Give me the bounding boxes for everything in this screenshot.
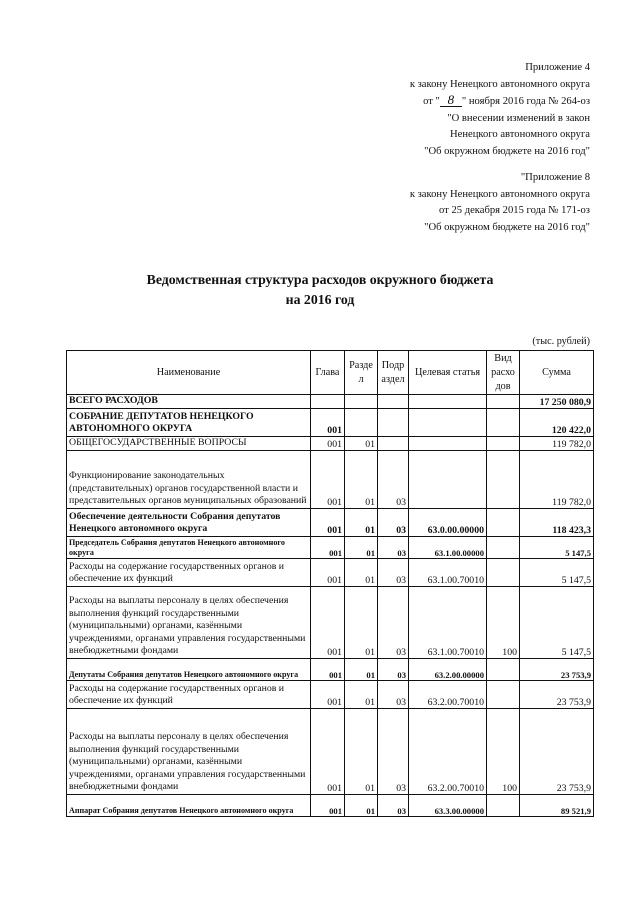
header-sum: Сумма (520, 351, 594, 395)
cell-sum: 23 753,9 (520, 659, 594, 681)
table-row (67, 795, 594, 817)
header-target: Целевая статья (409, 351, 487, 395)
cell-subsection (378, 409, 409, 437)
cell-target: 63.1.00.00000 (409, 537, 487, 559)
cell-target (409, 409, 487, 437)
appendix-4-line6: "Об окружном бюджете на 2016 год" (424, 145, 590, 157)
cell-subsection: 03 (378, 659, 409, 681)
cell-name: СОБРАНИЕ ДЕПУТАТОВ НЕНЕЦКОГО АВТОНОМНОГО ОКРУГА (67, 409, 311, 437)
header-name: Наименование (67, 351, 311, 395)
table-row (67, 709, 594, 795)
cell-sum: 120 422,0 (520, 409, 594, 437)
cell-target: 63.2.00.70010 (409, 709, 487, 795)
cell-chapter: 001 (311, 537, 345, 559)
cell-subsection: 03 (378, 509, 409, 537)
cell-subsection: 03 (378, 587, 409, 659)
cell-name: Расходы на выплаты персоналу в целях обеспечения выполнения функций государственными (муниципальными) органами, казёнными учреждениями, органами управления государственными внебюджетными фондами (67, 709, 311, 795)
appendix-4-line1: Приложение 4 (525, 62, 590, 73)
cell-exp-type: 100 (487, 709, 520, 795)
cell-target: 63.1.00.70010 (409, 587, 487, 659)
cell-sum: 5 147,5 (520, 587, 594, 659)
cell-sum: 5 147,5 (520, 559, 594, 587)
cell-name: Функционирование законодательных (представительных) органов государственной власти и представительных органов муниципальных образований (67, 451, 311, 509)
cell-section: 01 (345, 795, 378, 817)
appendix-4-line2: к закону Ненецкого автономного округа (409, 78, 590, 90)
cell-subsection: 03 (378, 537, 409, 559)
table-row (67, 437, 594, 451)
cell-chapter: 001 (311, 587, 345, 659)
cell-exp-type (487, 395, 520, 409)
title-line2: на 2016 год (285, 292, 355, 307)
cell-section: 01 (345, 681, 378, 709)
cell-target: 63.2.00.70010 (409, 681, 487, 709)
cell-sum: 23 753,9 (520, 681, 594, 709)
table-row (67, 451, 594, 509)
cell-sum: 119 782,0 (520, 451, 594, 509)
title-line1: Ведомственная структура расходов окружного бюджета (146, 272, 494, 287)
cell-exp-type (487, 537, 520, 559)
cell-name: Председатель Собрания депутатов Ненецкого автономного округа (67, 537, 311, 559)
cell-name: Расходы на содержание государственных органов и обеспечение их функций (67, 681, 311, 709)
cell-name: ОБЩЕГОСУДАРСТВЕННЫЕ ВОПРОСЫ (67, 437, 311, 451)
table-row (67, 659, 594, 681)
header-subsection: Подр аздел (378, 351, 409, 395)
cell-section: 01 (345, 509, 378, 537)
table-row (67, 409, 594, 437)
appendix-4-date-line (410, 93, 590, 111)
cell-target: 63.0.00.00000 (409, 509, 487, 537)
cell-section: 01 (345, 451, 378, 509)
appendix-4-line4: "О внесении изменений в закон (447, 112, 590, 124)
cell-exp-type (487, 659, 520, 681)
cell-subsection (378, 437, 409, 451)
header-section: Разде л (345, 351, 378, 395)
cell-target (409, 395, 487, 409)
cell-chapter (311, 395, 345, 409)
cell-chapter: 001 (311, 451, 345, 509)
table-row (67, 509, 594, 537)
cell-section: 01 (345, 559, 378, 587)
date-suffix: " ноября 2016 года № 264-оз (461, 96, 590, 108)
cell-name: ВСЕГО РАСХОДОВ (67, 395, 311, 409)
appendix-4-header (410, 60, 590, 161)
appendix-8-line2: к закону Ненецкого автономного округа (409, 188, 590, 200)
cell-subsection: 03 (378, 559, 409, 587)
cell-name: Обеспечение деятельности Собрания депутатов Ненецкого автономного округа (67, 509, 311, 537)
appendix-8-line1: "Приложение 8 (520, 172, 590, 183)
cell-sum: 119 782,0 (520, 437, 594, 451)
cell-section (345, 409, 378, 437)
cell-section (345, 395, 378, 409)
cell-subsection: 03 (378, 681, 409, 709)
cell-exp-type (487, 681, 520, 709)
cell-exp-type (487, 509, 520, 537)
cell-sum: 17 250 080,9 (520, 395, 594, 409)
cell-section: 01 (345, 709, 378, 795)
appendix-8-header (410, 170, 590, 236)
cell-chapter: 001 (311, 659, 345, 681)
cell-name: Расходы на выплаты персоналу в целях обеспечения выполнения функций государственными (муниципальными) органами, казёнными учреждениями, органами управления государственными внебюджетными фондами (67, 587, 311, 659)
cell-chapter: 001 (311, 709, 345, 795)
table-header-row (67, 351, 594, 395)
cell-exp-type (487, 559, 520, 587)
table-row (67, 681, 594, 709)
cell-subsection: 03 (378, 709, 409, 795)
table-row (67, 559, 594, 587)
cell-chapter: 001 (311, 437, 345, 451)
cell-exp-type (487, 409, 520, 437)
cell-section: 01 (345, 659, 378, 681)
cell-subsection: 03 (378, 795, 409, 817)
table-row (67, 587, 594, 659)
appendix-4-line5: Ненецкого автономного округа (450, 129, 590, 141)
cell-sum: 5 147,5 (520, 537, 594, 559)
cell-name: Расходы на содержание государственных органов и обеспечение их функций (67, 559, 311, 587)
cell-target (409, 451, 487, 509)
cell-chapter: 001 (311, 509, 345, 537)
cell-sum: 118 423,3 (520, 509, 594, 537)
cell-target: 63.2.00.00000 (409, 659, 487, 681)
cell-target: 63.3.00.00000 (409, 795, 487, 817)
cell-target (409, 437, 487, 451)
cell-subsection: 03 (378, 451, 409, 509)
cell-sum: 89 521,9 (520, 795, 594, 817)
cell-target: 63.1.00.70010 (409, 559, 487, 587)
cell-section: 01 (345, 587, 378, 659)
cell-name: Аппарат Собрания депутатов Ненецкого автономного округа (67, 795, 311, 817)
handwritten-day: 8 (440, 93, 462, 107)
table-row (67, 395, 594, 409)
cell-chapter: 001 (311, 795, 345, 817)
cell-sum: 23 753,9 (520, 709, 594, 795)
expenditure-table (66, 350, 594, 817)
cell-section: 01 (345, 437, 378, 451)
cell-exp-type: 100 (487, 587, 520, 659)
header-exp-type: Вид расхо дов (487, 351, 520, 395)
table-row (67, 537, 594, 559)
cell-chapter: 001 (311, 409, 345, 437)
header-chapter: Глава (311, 351, 345, 395)
appendix-8-line3: от 25 декабря 2015 года № 171-оз (439, 205, 590, 217)
cell-subsection (378, 395, 409, 409)
cell-name: Депутаты Собрания депутатов Ненецкого автономного округа (67, 659, 311, 681)
cell-chapter: 001 (311, 559, 345, 587)
document-title (0, 270, 640, 310)
cell-chapter: 001 (311, 681, 345, 709)
date-prefix: от " (423, 96, 440, 108)
cell-section: 01 (345, 537, 378, 559)
cell-exp-type (487, 437, 520, 451)
cell-exp-type (487, 451, 520, 509)
appendix-8-line4: "Об окружном бюджете на 2016 год" (424, 221, 590, 233)
units-label: (тыс. рублей) (532, 336, 590, 347)
cell-exp-type (487, 795, 520, 817)
